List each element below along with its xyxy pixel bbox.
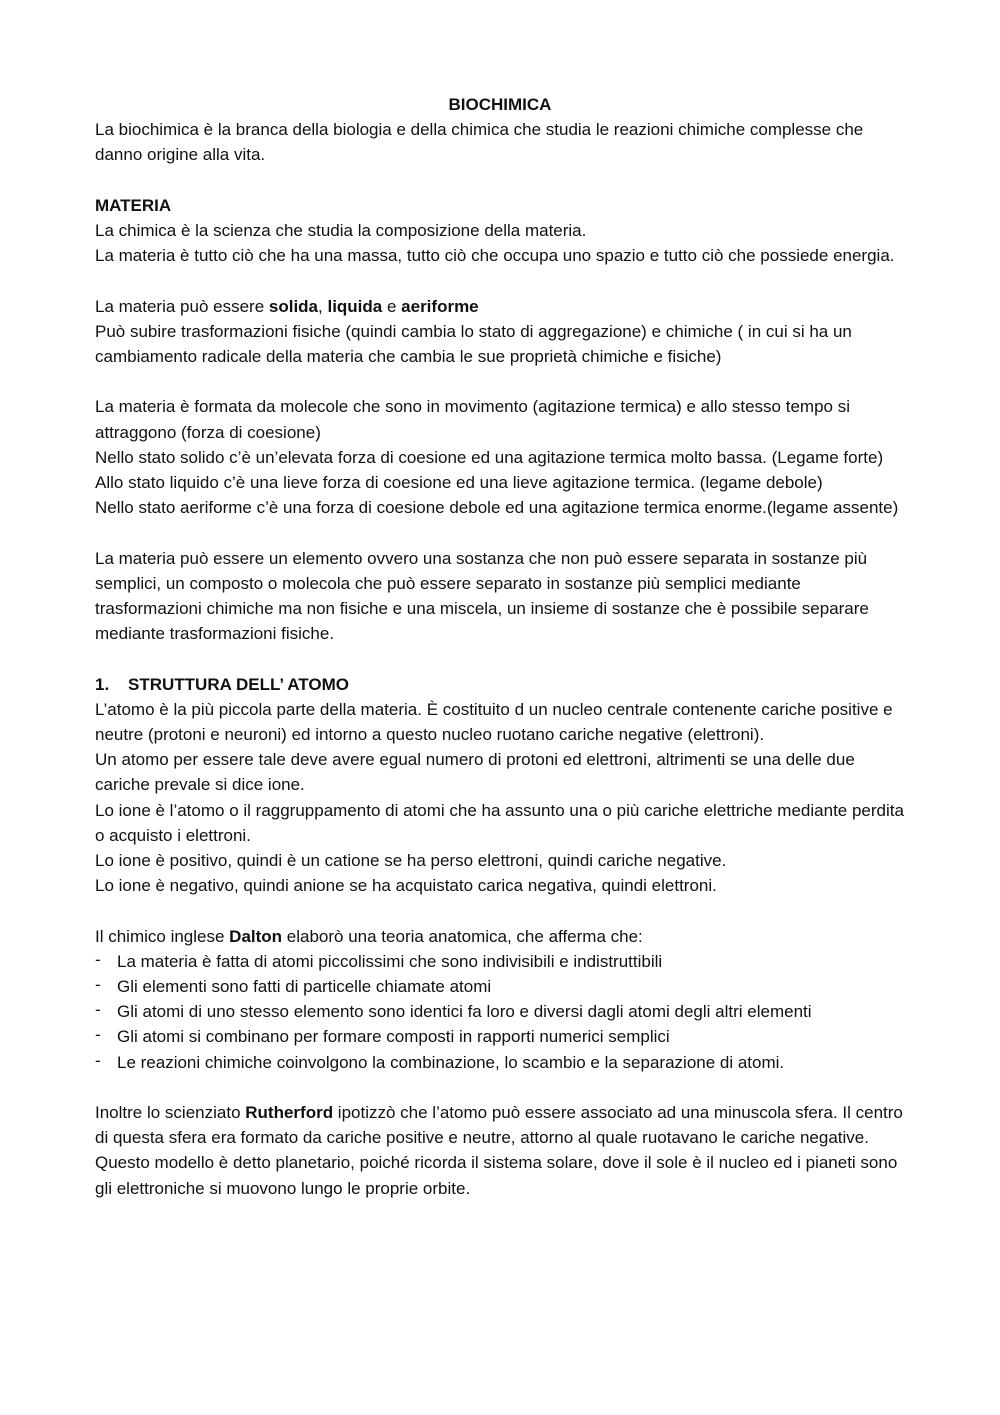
document-body: [95, 92, 905, 1201]
rutherford-paragraph: [95, 1100, 905, 1201]
state-gas: aeriforme: [401, 296, 479, 316]
states-prefix: La materia può essere: [95, 296, 269, 316]
section-heading-materia: MATERIA: [95, 195, 172, 215]
materia-paragraph-5: Nello stato solido c’è un’elevata forza di coesione ed una agitazione termica molto bassa. (Legame forte): [95, 447, 884, 467]
document-title: BIOCHIMICA: [448, 95, 552, 114]
dash-bullet: -: [95, 975, 101, 995]
states-separator: ,: [318, 296, 328, 316]
atomo-paragraph-4: Lo ione è positivo, quindi è un catione se ha perso elettroni, quindi cariche negative.: [95, 851, 727, 871]
spacer: [95, 369, 905, 394]
section-heading-atomo: [95, 672, 905, 697]
list-item-text: La materia è fatta di atomi piccolissimi che sono indivisibili e indistruttibili: [117, 951, 663, 971]
materia-paragraph-4: La materia è formata da molecole che sono in movimento (agitazione termica) e allo stesso tempo si attraggono (forza di coesione): [95, 397, 850, 442]
atomo-paragraph-5: Lo ione è negativo, quindi anione se ha acquistato carica negativa, quindi elettroni.: [95, 876, 717, 896]
spacer: [95, 1075, 905, 1100]
materia-paragraph-7: Nello stato aeriforme c’è una forza di coesione debole ed una agitazione termica enorme.(legame assente): [95, 498, 899, 518]
dalton-name: Dalton: [229, 926, 283, 946]
atomo-paragraph-1: L’atomo è la più piccola parte della materia. È costituito d un nucleo centrale contenente cariche positive e neutre (protoni e neuroni) ed intorno a questo nucleo ruotano cariche negative (elettroni).: [95, 699, 893, 744]
dalton-list: [95, 949, 905, 1075]
list-item-text: Gli elementi sono fatti di particelle chiamate atomi: [117, 977, 492, 997]
list-item-text: Le reazioni chimiche coinvolgono la combinazione, lo scambio e la separazione di atomi.: [117, 1052, 785, 1072]
materia-paragraph-3: Può subire trasformazioni fisiche (quindi cambia lo stato di aggregazione) e chimiche ( in cui si ha un cambiamento radicale della materia che cambia le sue proprietà chimiche e fisiche): [95, 321, 852, 366]
spacer: [95, 898, 905, 923]
list-item: [95, 1050, 905, 1075]
list-item-text: Gli atomi di uno stesso elemento sono identici fa loro e diversi dagli atomi degli altri elementi: [117, 1002, 812, 1022]
rutherford-prefix: Inoltre lo scienziato: [95, 1103, 246, 1123]
spacer: [95, 646, 905, 671]
materia-paragraph-1: La chimica è la scienza che studia la composizione della materia.: [95, 221, 587, 240]
dalton-intro: [95, 924, 905, 949]
atomo-paragraph-3: Lo ione è l’atomo o il raggruppamento di atomi che ha assunto una o più cariche elettriche mediante perdita o acquisto i elettroni.: [95, 800, 904, 845]
atomo-paragraph-2: Un atomo per essere tale deve avere egual numero di protoni ed elettroni, altrimenti se una delle due cariche prevale si dice ione.: [95, 750, 855, 795]
list-item-text: Gli atomi si combinano per formare composti in rapporti numerici semplici: [117, 1027, 670, 1047]
rutherford-name: Rutherford: [245, 1103, 334, 1123]
states-paragraph: [95, 294, 905, 319]
list-item: [95, 974, 905, 999]
materia-paragraph-8: La materia può essere un elemento ovvero una sostanza che non può essere separata in sostanze più semplici, un composto o molecola che può essere separato in sostanze più semplici mediante trasformazioni chimiche ma non fisiche e una miscela, un insieme di sostanze che è possibile separare mediante trasformazioni fisiche.: [95, 548, 869, 644]
dash-bullet: -: [95, 949, 101, 969]
state-solid: solida: [268, 296, 319, 316]
dash-bullet: -: [95, 1050, 101, 1070]
section-heading-text: STRUTTURA DELL’ ATOMO: [128, 674, 349, 694]
states-separator: e: [382, 296, 402, 316]
spacer: [95, 268, 905, 293]
list-item: [95, 1024, 905, 1049]
spacer: [95, 520, 905, 545]
dalton-prefix: Il chimico inglese: [95, 926, 230, 946]
dash-bullet: -: [95, 1000, 101, 1020]
materia-paragraph-6: Allo stato liquido c’è una lieve forza di coesione ed una lieve agitazione termica. (legame debole): [95, 473, 823, 492]
rutherford-suffix: ipotizzò che l’atomo può essere associato ad una minuscola sfera. Il centro di questa sfera era formato da cariche positive e neutre, attorno al quale ruotavano le cariche negative. Questo modello è detto planetario, poiché ricorda il sistema solare, dove il sole è il nucleo ed i pianeti sono gli elettroniche si muovono lungo le proprie orbite.: [95, 1103, 903, 1198]
section-number: 1.: [95, 674, 110, 694]
dalton-suffix: elaborò una teoria anatomica, che afferma che:: [282, 926, 643, 946]
intro-paragraph: La biochimica è la branca della biologia e della chimica che studia le reazioni chimiche complesse che danno origine alla vita.: [95, 120, 864, 165]
list-item: [95, 949, 905, 974]
dash-bullet: -: [95, 1025, 101, 1045]
materia-paragraph-2: La materia è tutto ciò che ha una massa, tutto ciò che occupa uno spazio e tutto ciò che possiede energia.: [95, 246, 895, 266]
spacer: [95, 168, 905, 193]
list-item: [95, 999, 905, 1024]
state-liquid: liquida: [327, 296, 383, 316]
